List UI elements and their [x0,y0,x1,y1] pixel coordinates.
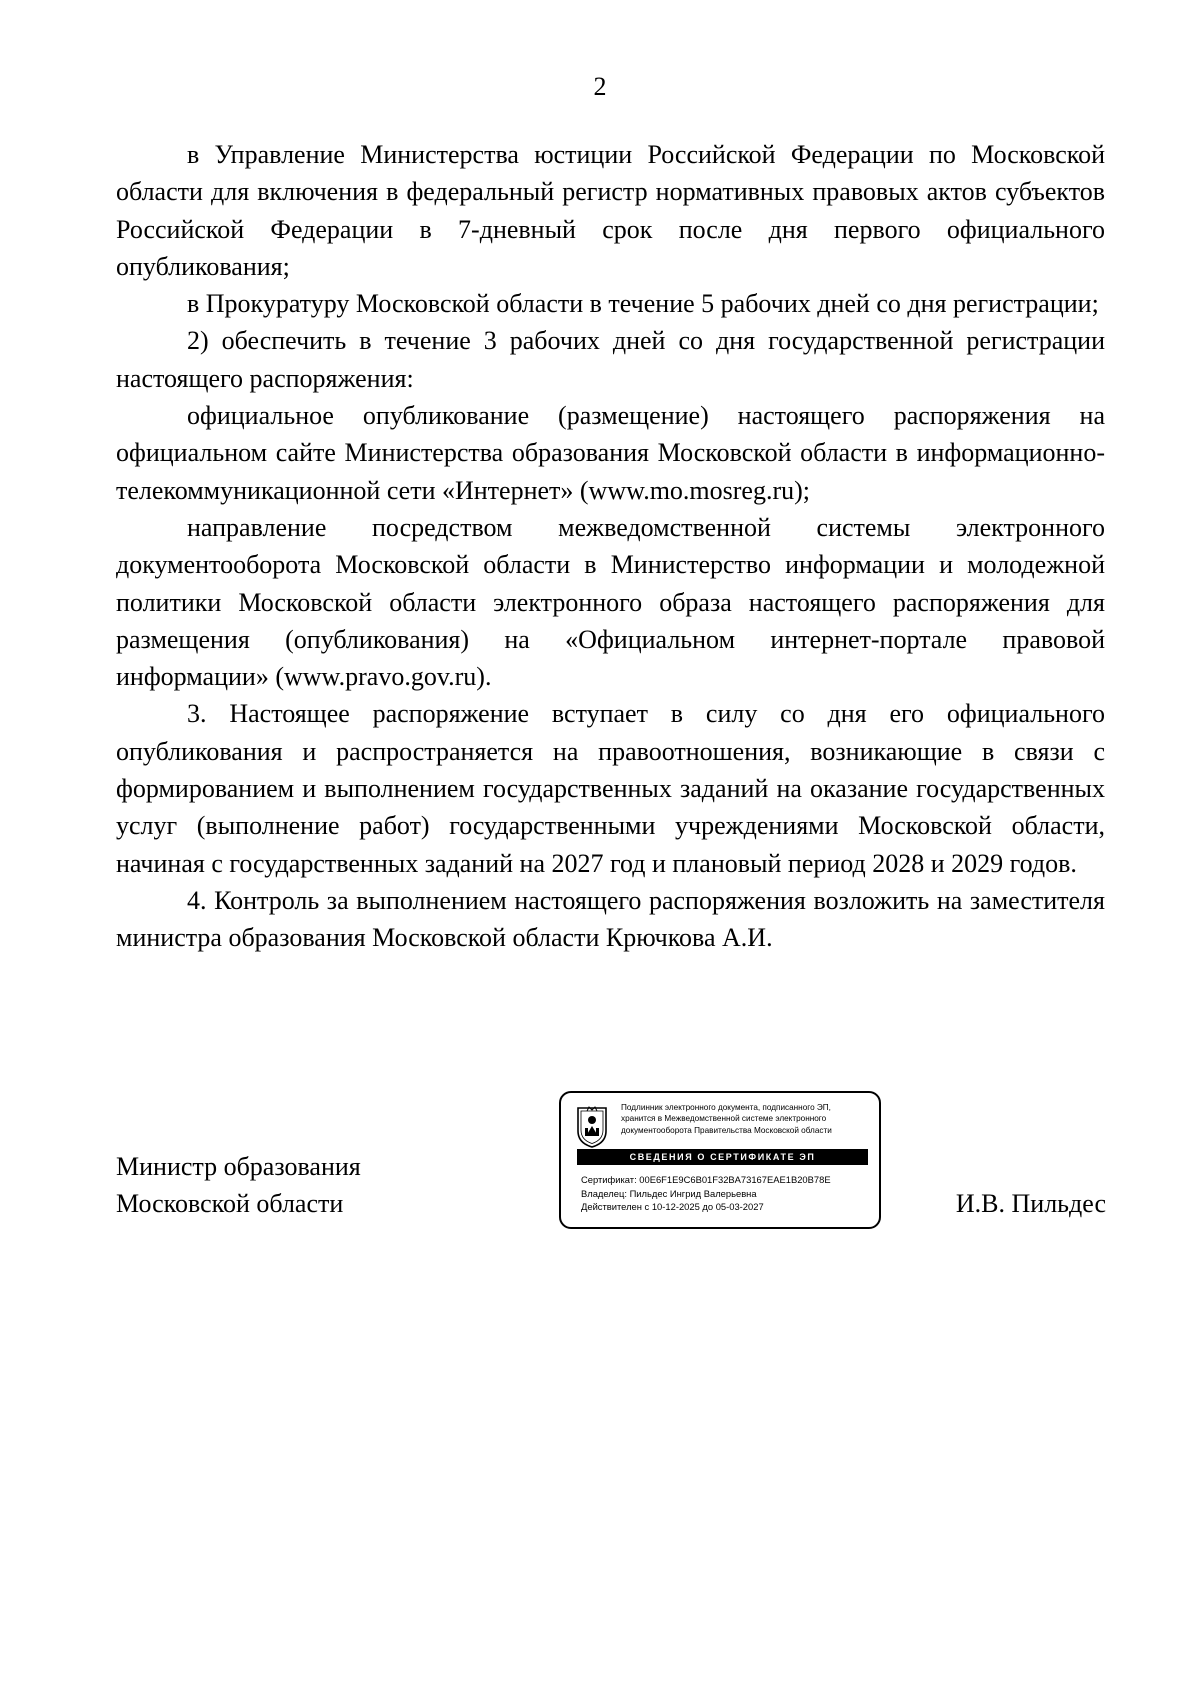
stamp-certificate-validity: Действителен с 10-12-2025 до 05-03-2027 [581,1201,764,1213]
stamp-certificate-owner: Владелец: Пильдес Ингрид Валерьевна [581,1187,757,1199]
paragraph-item-2: 2) обеспечить в течение 3 рабочих дней со дня государственной регистрации настоящего распоряжения: [116,326,1105,393]
signatory-name: И.В. Пильдес [955,1189,1106,1218]
signatory-position [116,1148,361,1222]
paragraph-official-publication: официальное опубликование (размещение) настоящего распоряжения на официальном сайте Министерства образования Московской области в информационно-телекоммуникационной сети «Интернет» (www.mo.mosreg.ru); [116,401,1105,505]
stamp-certificate-number: Сертификат: 00E6F1E9C6B01F32BA73167EAE1B20B78E [581,1174,831,1185]
paragraph-interdepartmental-direction: направление посредством межведомственной системы электронного документооборота Московской области в Министерство информации и молодежной политики Московской области электронного образа настоящего распоряжения для размещения (опубликования) на «Официальном интернет-портале правовой информации» (www.pravo.gov.ru). [116,512,1105,692]
stamp-certificate-header: СВЕДЕНИЯ О СЕРТИФИКАТЕ ЭП [577,1149,868,1165]
signatory-position-line-2: Московской области [116,1189,344,1218]
stamp-note-line-1: Подлинник электронного документа, подписанного ЭП, [621,1103,831,1112]
page-number: 2 [593,72,607,101]
paragraph-item-4: 4. Контроль за выполнением настоящего распоряжения возложить на заместителя министра образования Московской области Крючкова А.И. [116,885,1105,953]
electronic-signature-stamp [559,1091,881,1229]
paragraph-prosecutor: в Прокуратуру Московской области в течение 5 рабочих дней со дня регистрации; [187,289,1099,319]
coat-of-arms-icon [575,1105,609,1149]
stamp-certificate-details [581,1173,877,1214]
signatory-position-line-1: Министр образования [116,1152,361,1181]
document-body [116,136,1105,957]
stamp-original-note [621,1102,877,1136]
stamp-note-line-3: документооборота Правительства Московской области [621,1125,832,1135]
stamp-note-line-2: хранится в Межведомственной системе электронного [621,1114,827,1124]
paragraph-item-3: 3. Настоящее распоряжение вступает в силу со дня его официального опубликования и распространяется на правоотношения, возникающие в связи с формированием и выполнением государственных заданий на оказание государственных услуг (выполнение работ) государственными учреждениями Московской области, начиная с государственных заданий на 2027 год и плановый период 2028 и 2029 годов. [116,699,1105,878]
paragraph-justice-ministry: в Управление Министерства юстиции Российской Федерации по Московской области для включения в федеральный регистр нормативных правовых актов субъектов Российской Федерации в 7-дневный срок после дня первого официального опубликования; [116,140,1105,281]
